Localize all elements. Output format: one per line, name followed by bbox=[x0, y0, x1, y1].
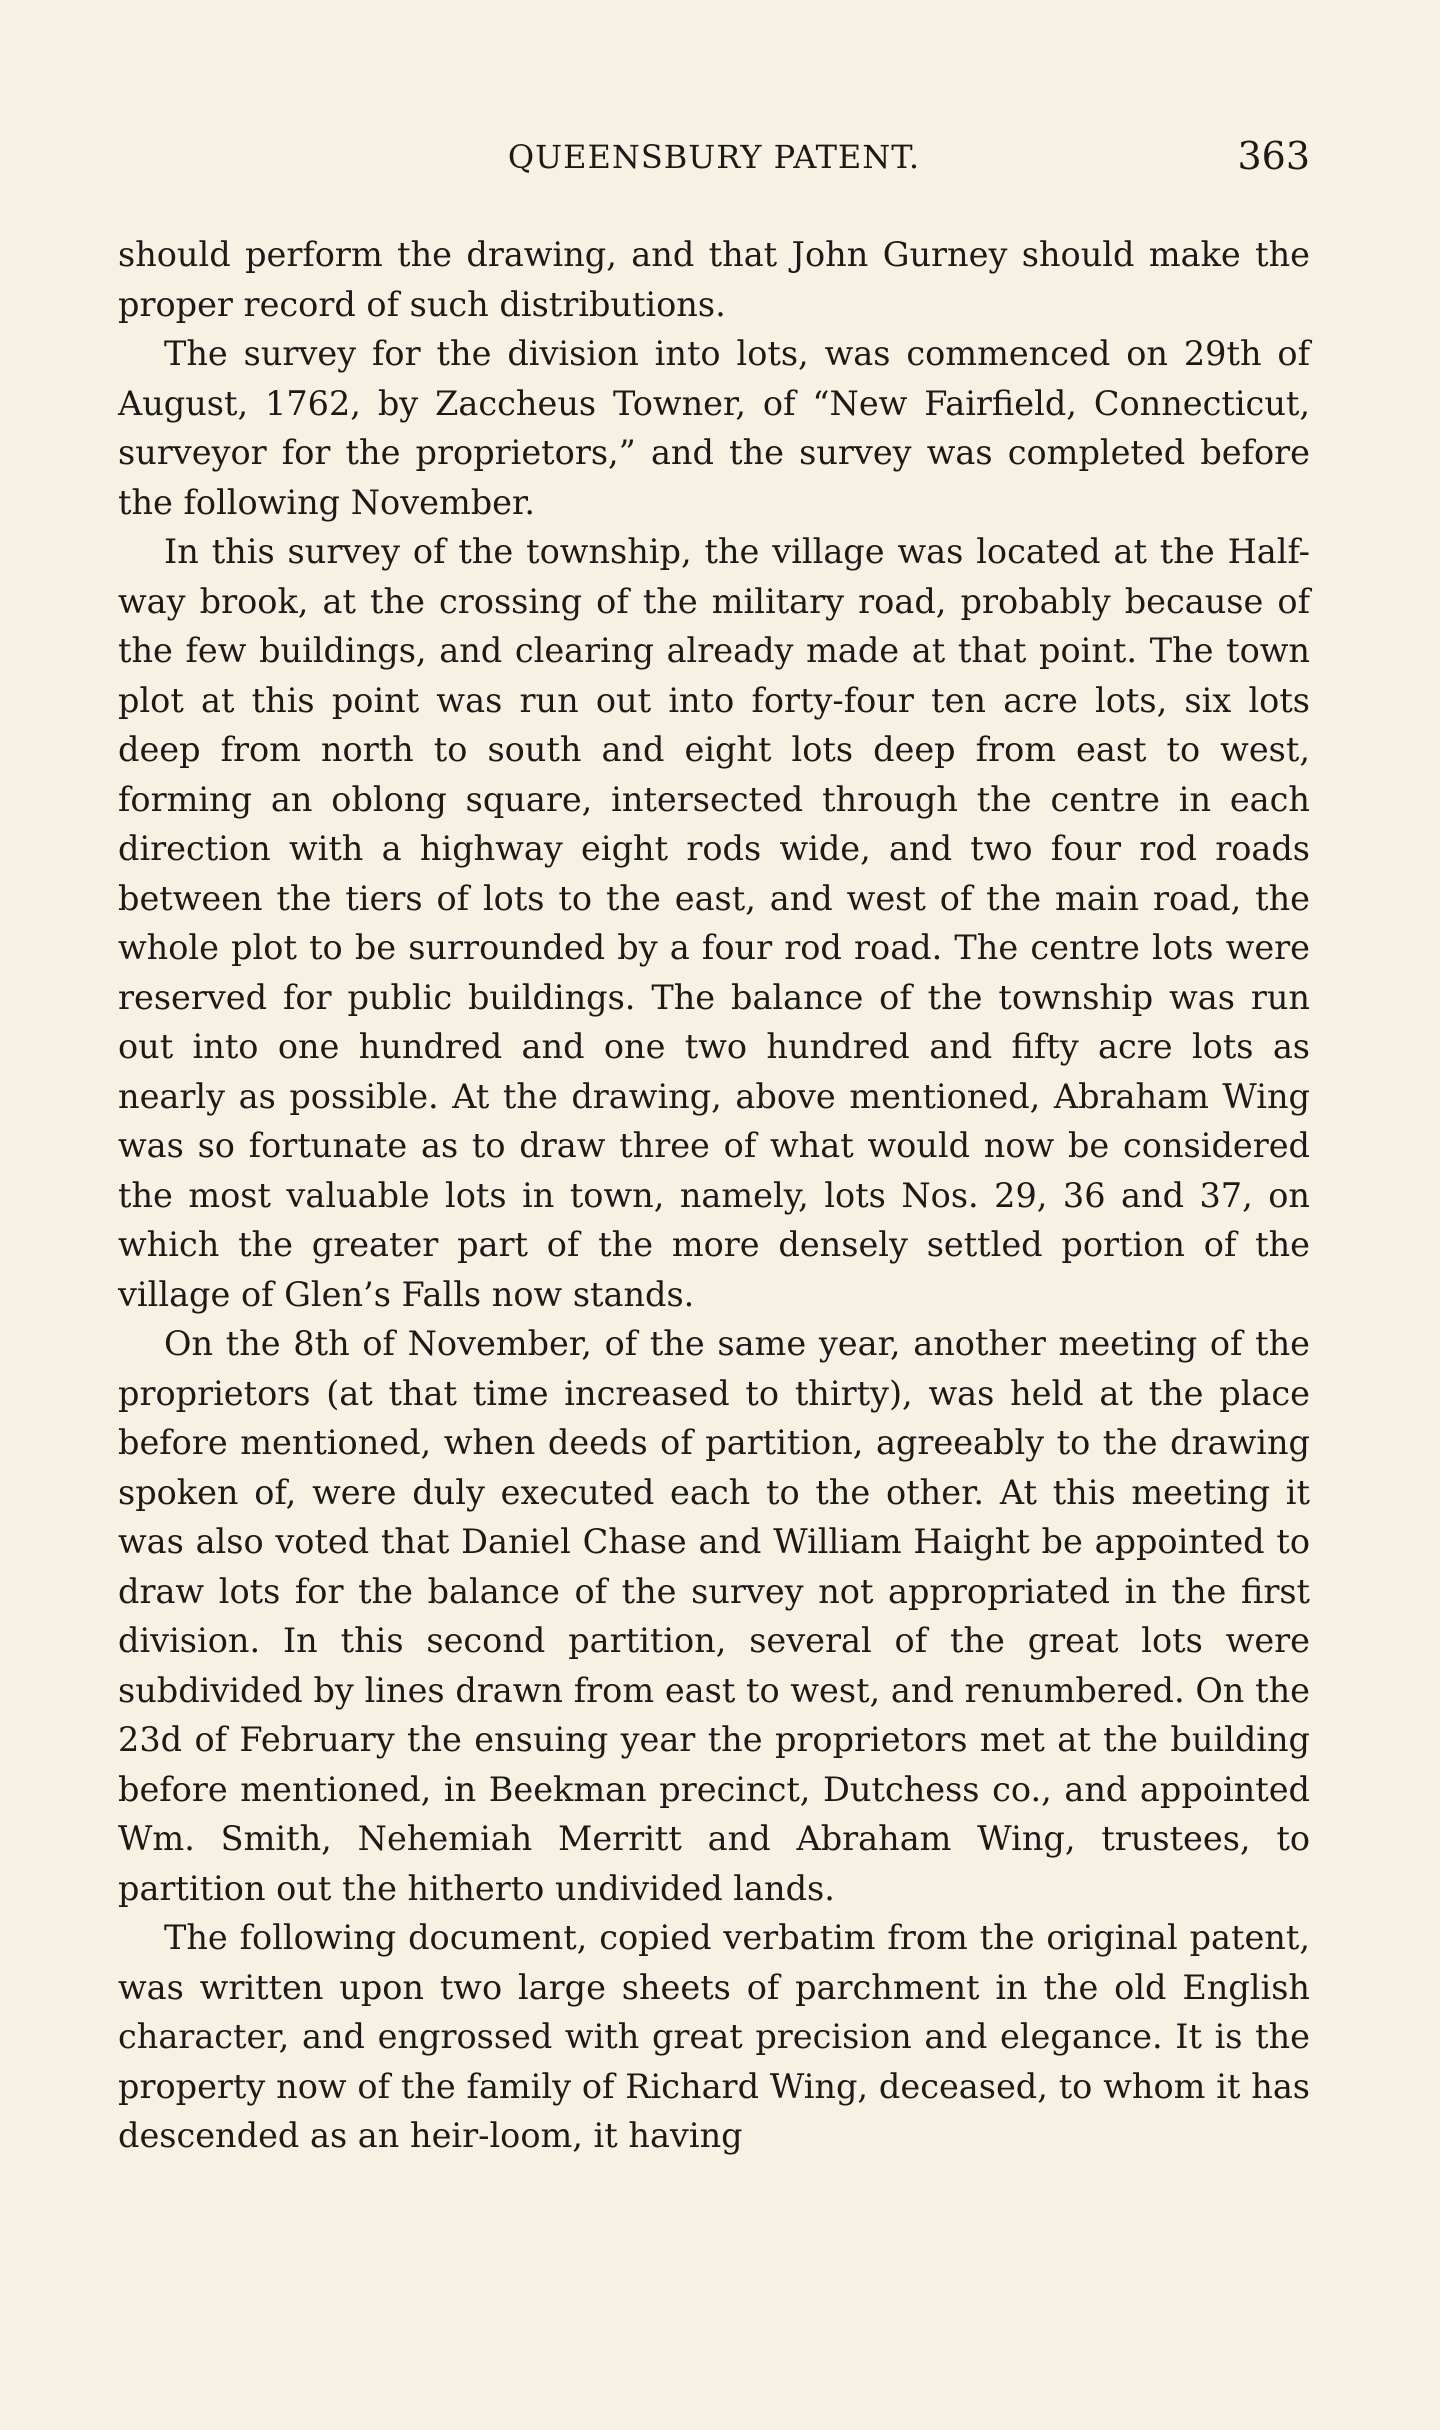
running-title: QUEENSBURY PATENT. bbox=[507, 138, 921, 176]
body-text bbox=[118, 230, 1310, 2161]
page-number: 363 bbox=[1237, 134, 1310, 178]
paragraph: should perform the drawing, and that John Gurney should make the proper record of such distributions. bbox=[118, 235, 1310, 324]
running-head bbox=[118, 134, 1310, 188]
paragraph: In this survey of the township, the village was located at the Half-way brook, at the crossing of the military road, probably because of the few buildings, and clearing already made at that point. The town plot at this point was run out into forty-four ten acre lots, six lots deep from north to south and eight lots deep from east to west, forming an oblong square, intersected through the centre in each direction with a highway eight rods wide, and two four rod roads between the tiers of lots to the east, and west of the main road, the whole plot to be surrounded by a four rod road. The centre lots were reserved for public buildings. The balance of the township was run out into one hundred and one two hundred and fifty acre lots as nearly as possible. At the drawing, above mentioned, Abraham Wing was so fortunate as to draw three of what would now be considered the most valuable lots in town, namely, lots Nos. 29, 36 and 37, on which the greater part of the more densely settled portion of the village of Glen’s Falls now stands. bbox=[118, 532, 1310, 1314]
paragraph: On the 8th of November, of the same year, another meeting of the proprietors (at that time increased to thirty), was held at the place before mentioned, when deeds of partition, agreeably to the drawing spoken of, were duly executed each to the other. At this meeting it was also voted that Daniel Chase and William Haight be appointed to draw lots for the balance of the survey not appropriated in the first division. In this second partition, several of the great lots were subdivided by lines drawn from east to west, and renumbered. On the 23d of February the ensuing year the proprietors met at the building before mentioned, in Beekman precinct, Dutchess co., and appointed Wm. Smith, Nehemiah Merritt and Abraham Wing, trustees, to partition out the hitherto undivided lands. bbox=[118, 1324, 1310, 1908]
paragraph: The survey for the division into lots, was commenced on 29th of August, 1762, by Zaccheus Towner, of “New Fairfield, Connecticut, surveyor for the proprietors,” and the survey was completed before the following November. bbox=[118, 334, 1310, 522]
paragraph: The following document, copied verbatim from the original patent, was written upon two large sheets of parchment in the old English character, and engrossed with great precision and elegance. It is the property now of the family of Richard Wing, deceased, to whom it has descended as an heir-loom, it having bbox=[118, 1918, 1310, 2155]
